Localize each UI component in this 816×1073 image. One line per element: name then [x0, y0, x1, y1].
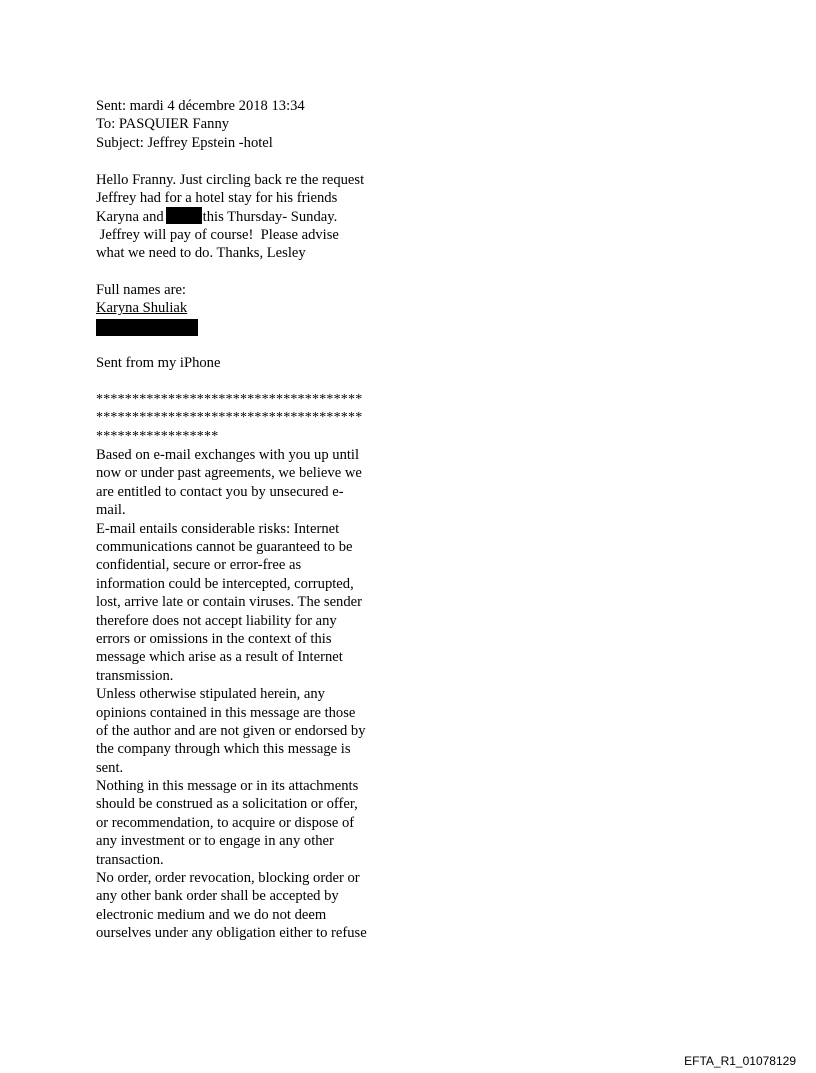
names-block [96, 281, 396, 336]
disclaimer-line: lost, arrive late or contain viruses. The sender [96, 594, 362, 611]
signature-line: Sent from my iPhone [96, 355, 221, 372]
body-line [96, 207, 396, 225]
disclaimer-line: message which arise as a result of Internet [96, 649, 343, 666]
spacer [96, 336, 396, 354]
spacer [96, 263, 396, 281]
body-text: this Thursday- Sunday. [202, 209, 338, 226]
disclaimer-line: any investment or to engage in any other [96, 833, 334, 850]
disclaimer-line: ourselves under any obligation either to refuse [96, 925, 367, 942]
disclaimer-line: are entitled to contact you by unsecured e- [96, 483, 344, 500]
to-line: To: PASQUIER Fanny [96, 116, 230, 133]
body-line: Jeffrey had for a hotel stay for his friends [96, 189, 338, 206]
spacer [96, 372, 396, 390]
disclaimer-line: sent. [96, 759, 124, 776]
email-header [96, 97, 396, 152]
sent-line: Sent: mardi 4 décembre 2018 13:34 [96, 98, 305, 114]
disclaimer-line: confidential, secure or error-free as [96, 557, 302, 574]
separator-row: ************************************* [96, 391, 363, 407]
disclaimer-line: or recommendation, to acquire or dispose of [96, 814, 355, 831]
spacer [96, 152, 396, 170]
disclaimer-line: of the author and are not given or endorsed by [96, 722, 366, 739]
disclaimer-line: the company through which this message is [96, 741, 351, 758]
disclaimer-line: Based on e-mail exchanges with you up until [96, 447, 360, 464]
separator-row: ***************** [96, 428, 219, 444]
body-line: Hello Franny. Just circling back re the request [96, 171, 365, 188]
email-message [96, 97, 396, 943]
body-text: Karyna and [96, 209, 164, 226]
disclaimer-line: No order, order revocation, blocking order or [96, 870, 360, 887]
disclaimer-line: transmission. [96, 667, 174, 684]
separator [96, 391, 396, 446]
separator-row: ************************************* [96, 410, 363, 426]
redaction-box [166, 207, 202, 224]
guest-name: Karyna Shuliak [96, 300, 188, 317]
email-body [96, 171, 396, 263]
subject-line: Subject: Jeffrey Epstein -hotel [96, 134, 273, 151]
disclaimer-line: now or under past agreements, we believe we [96, 465, 362, 482]
disclaimer-line: opinions contained in this message are those [96, 704, 356, 721]
disclaimer-line: transaction. [96, 851, 164, 868]
disclaimer-line: any other bank order shall be accepted by [96, 888, 339, 905]
disclaimer-line: electronic medium and we do not deem [96, 906, 327, 923]
disclaimer-line: Unless otherwise stipulated herein, any [96, 686, 325, 703]
bates-number: EFTA_R1_01078129 [684, 1054, 796, 1068]
disclaimer-line: communications cannot be guaranteed to be [96, 538, 353, 555]
disclaimer-line: therefore does not accept liability for any [96, 612, 337, 629]
disclaimer-line: errors or omissions in the context of this [96, 630, 332, 647]
redaction-box [96, 319, 198, 336]
disclaimer-line: mail. [96, 502, 126, 519]
disclaimer [96, 446, 396, 943]
body-line: what we need to do. Thanks, Lesley [96, 245, 306, 262]
disclaimer-line: should be construed as a solicitation or offer, [96, 796, 358, 813]
disclaimer-line: information could be intercepted, corrupted, [96, 575, 354, 592]
disclaimer-line: E-mail entails considerable risks: Internet [96, 520, 340, 537]
names-label: Full names are: [96, 281, 186, 298]
disclaimer-line: Nothing in this message or in its attachments [96, 778, 359, 795]
body-line: Jeffrey will pay of course! Please advise [96, 226, 339, 243]
